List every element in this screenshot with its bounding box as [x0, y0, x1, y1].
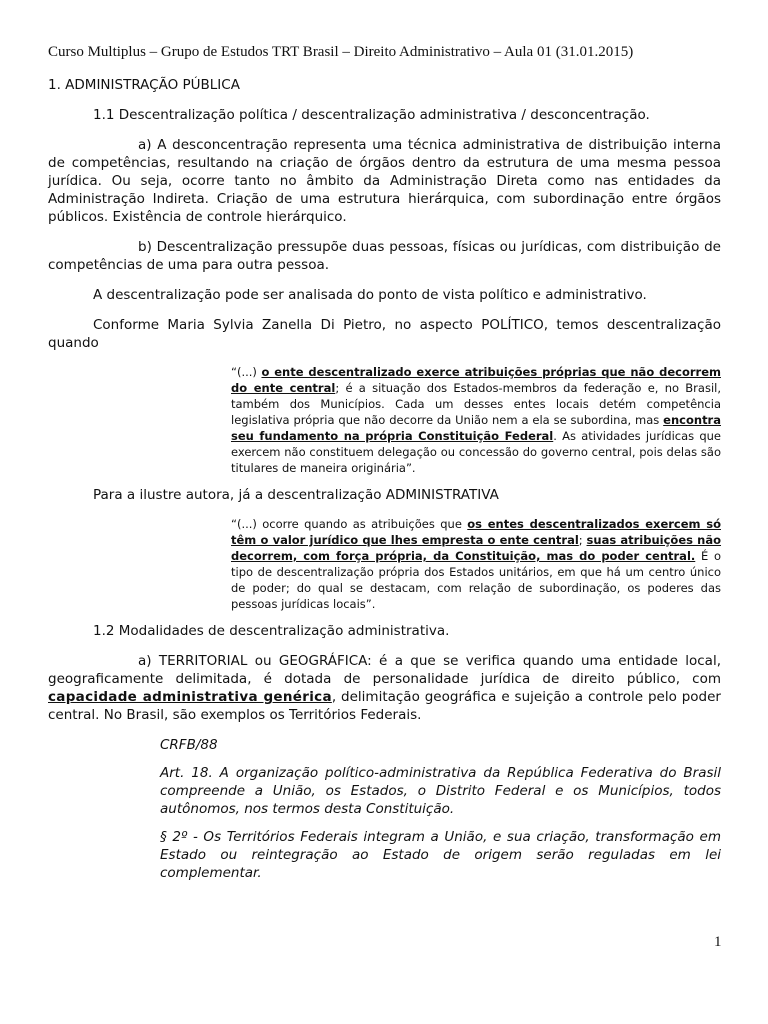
quote-politico [231, 364, 721, 476]
paragraph-descentralizacao: b) Descentralização pressupõe duas pessoas, físicas ou jurídicas, com distribuição de competências de uma para outra pessoa. [48, 239, 721, 273]
quote-emphasis: encontra seu fundamento na própria Constituição Federal [231, 413, 721, 443]
quote-text: . As atividades jurídicas que exercem não constituem delegação ou concessão do governo central, pois delas são titulares de maneira originária”. [231, 429, 722, 475]
quote-text: “(...) [231, 365, 262, 379]
law-reference: CRFB/88 [160, 737, 218, 753]
law-article-18: Art. 18. A organização político-administrativa da República Federativa do Brasil compreende a União, os Estados, o Distrito Federal e os Municípios, todos autônomos, nos termos desta Constituição. [160, 765, 721, 817]
quote-text: É o tipo de descentralização própria dos Estados unitários, em que há um centro único de poder; do qual se destacam, com relação de subordinação, os poderes das pessoas jurídicas locais”. [231, 549, 721, 611]
quote-text: ; [578, 533, 587, 547]
quote-emphasis: o ente descentralizado exerce atribuições próprias que não decorrem do ente central [231, 365, 721, 395]
paragraph-text: a) TERRITORIAL ou GEOGRÁFICA: é a que se verifica quando uma entidade local, geograficamente delimitada, é dotada de personalidade jurídica de direito público, com [48, 653, 721, 687]
subsection-1-1: 1.1 Descentralização política / descentralização administrativa / desconcentração. [93, 107, 650, 123]
page-header: Curso Multiplus – Grupo de Estudos TRT Brasil – Direito Administrativo – Aula 01 (31.01.2015) [48, 44, 634, 60]
quote-emphasis: suas atribuições não decorrem, com força própria, da Constituição, mas do poder central. [231, 533, 722, 563]
paragraph-desconcentracao: a) A desconcentração representa uma técnica administrativa de distribuição interna de competências, resultando na criação de órgãos dentro da estrutura de uma mesma pessoa jurídica. Ou seja, ocorre tanto no âmbito da Administração Direta como nas entidades da Administração Indireta. Criação de uma estrutura hierárquica, com subordinação entre órgãos públicos. Existência de controle hierárquico. [48, 137, 721, 225]
document-body [48, 76, 721, 892]
paragraph-text: , delimitação geográfica e sujeição a controle pelo poder central. No Brasil, são exemplos os Territórios Federais. [48, 689, 721, 723]
quote-administrativa [231, 516, 721, 612]
paragraph-di-pietro-politico: Conforme Maria Sylvia Zanella Di Pietro, no aspecto POLÍTICO, temos descentralização quando [48, 317, 721, 351]
quote-emphasis: os entes descentralizados exercem só têm o valor jurídico que lhes empresta o ente central [231, 517, 721, 547]
section-title: 1. ADMINISTRAÇÃO PÚBLICA [48, 77, 240, 93]
paragraph-territorial [48, 652, 721, 724]
paragraph-emphasis: capacidade administrativa genérica [48, 689, 332, 705]
subsection-1-2: 1.2 Modalidades de descentralização administrativa. [93, 623, 450, 639]
paragraph-analise: A descentralização pode ser analisada do ponto de vista político e administrativo. [93, 287, 647, 303]
quote-text: “(...) ocorre quando as atribuições que [231, 517, 468, 531]
page-number: 1 [714, 934, 722, 950]
quote-text: ; é a situação dos Estados-membros da federação e, no Brasil, também dos Municípios. Cada um desses entes locais detém competência legislativa própria que não decorre da União nem a ela se subordina, mas [231, 381, 721, 427]
law-paragraph-2: § 2º - Os Territórios Federais integram a União, e sua criação, transformação em Estado ou reintegração ao Estado de origem serão reguladas em lei complementar. [160, 829, 721, 881]
paragraph-di-pietro-administrativa: Para a ilustre autora, já a descentralização ADMINISTRATIVA [93, 487, 499, 503]
